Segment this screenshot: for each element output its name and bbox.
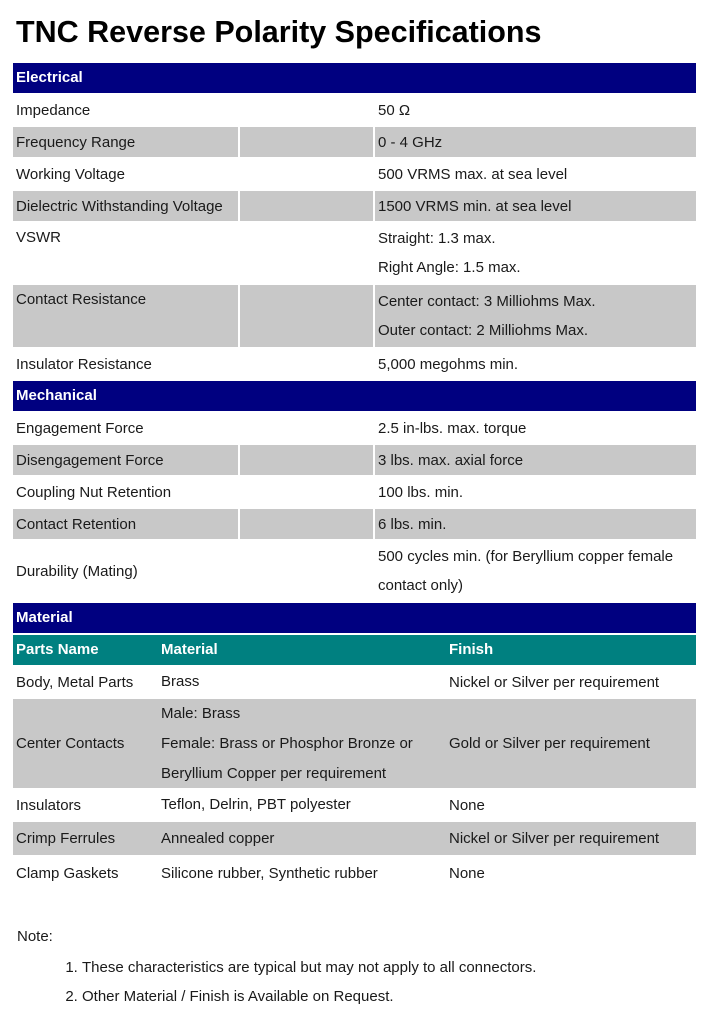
electrical-rows xyxy=(13,95,696,379)
material-finish: None xyxy=(449,796,485,814)
spec-name: Contact Resistance xyxy=(13,285,238,347)
spec-name: Insulator Resistance xyxy=(16,355,152,373)
spec-value xyxy=(375,285,696,347)
spec-row xyxy=(13,477,696,507)
material-rows xyxy=(13,667,696,890)
spec-value-line: 0 - 4 GHz xyxy=(378,133,443,151)
section-heading-mechanical: Mechanical xyxy=(13,381,696,411)
spec-value xyxy=(375,349,696,379)
note-item: 1. These characteristics are typical but may not apply to all connectors. xyxy=(82,953,536,982)
spec-name: Impedance xyxy=(16,101,91,119)
page-title: TNC Reverse Polarity Specifications xyxy=(16,15,542,49)
spec-spacer xyxy=(240,477,373,507)
material-material xyxy=(158,822,446,855)
spec-value-line: 5,000 megohms min. xyxy=(378,355,519,373)
spec-value xyxy=(375,127,696,157)
spec-value xyxy=(375,191,696,221)
spec-value-line: 500 cycles min. (for Beryllium copper female xyxy=(378,548,674,565)
note-label: Note: xyxy=(17,928,53,945)
spec-value xyxy=(375,159,696,189)
spec-value-line: 50 Ω xyxy=(378,101,411,119)
spec-row xyxy=(13,413,696,443)
spec-row xyxy=(13,509,696,539)
material-part: Insulators xyxy=(16,796,82,814)
material-material xyxy=(158,667,446,697)
material-finish: Nickel or Silver per requirement xyxy=(449,673,660,691)
spec-value-line: 6 lbs. min. xyxy=(378,515,447,533)
spec-row xyxy=(13,445,696,475)
spec-row xyxy=(13,95,696,125)
spec-value xyxy=(375,223,696,283)
material-row xyxy=(13,790,696,820)
material-row xyxy=(13,667,696,697)
material-row xyxy=(13,699,696,788)
note-list xyxy=(17,953,536,1011)
spec-value-line: Outer contact: 2 Milliohms Max. xyxy=(378,322,589,339)
material-finish: Nickel or Silver per requirement xyxy=(449,830,660,847)
material-line: Beryllium Copper per requirement xyxy=(161,764,387,782)
notes xyxy=(17,928,536,1011)
spec-name: Dielectric Withstanding Voltage xyxy=(13,191,238,221)
spec-value xyxy=(375,445,696,475)
spec-value xyxy=(375,413,696,443)
spec-value-line: 3 lbs. max. axial force xyxy=(378,451,524,469)
spec-name: Coupling Nut Retention xyxy=(16,483,172,501)
material-part: Body, Metal Parts xyxy=(16,673,134,691)
spec-name: Disengagement Force xyxy=(13,445,238,475)
material-line: Brass xyxy=(161,673,200,690)
material-finish: None xyxy=(449,865,485,882)
spec-value-line: 500 VRMS max. at sea level xyxy=(378,165,568,183)
spec-value xyxy=(375,95,696,125)
spec-row xyxy=(13,285,696,347)
spec-value xyxy=(375,541,696,601)
material-material xyxy=(158,699,446,788)
spec-value-line: Right Angle: 1.5 max. xyxy=(378,259,521,276)
material-line: Annealed copper xyxy=(161,829,275,847)
material-line: Male: Brass xyxy=(161,704,241,722)
spec-name: Frequency Range xyxy=(13,127,238,157)
spec-value xyxy=(375,509,696,539)
mechanical-rows xyxy=(13,413,696,601)
spec-name: Working Voltage xyxy=(16,165,125,183)
material-line: Female: Brass or Phosphor Bronze or xyxy=(161,734,413,752)
material-finish: Gold or Silver per requirement xyxy=(449,735,650,752)
spec-row xyxy=(13,191,696,221)
material-row xyxy=(13,822,696,855)
spec-table xyxy=(13,63,696,892)
spec-value-line: Straight: 1.3 max. xyxy=(378,230,496,247)
spec-name: VSWR xyxy=(16,229,61,246)
spec-value-line: 100 lbs. min. xyxy=(378,483,464,501)
spec-spacer xyxy=(240,349,373,379)
material-header-row xyxy=(13,635,696,665)
spec-row xyxy=(13,223,696,283)
material-material xyxy=(158,790,446,820)
spec-value-line: 1500 VRMS min. at sea level xyxy=(378,197,572,215)
material-material xyxy=(158,857,446,890)
spec-spacer xyxy=(240,285,373,347)
spec-spacer xyxy=(240,541,373,601)
material-row xyxy=(13,857,696,890)
material-line: Teflon, Delrin, PBT polyester xyxy=(161,796,351,813)
column-header-material: Material xyxy=(161,641,218,658)
spec-row xyxy=(13,127,696,157)
spec-spacer xyxy=(240,445,373,475)
material-part: Clamp Gaskets xyxy=(16,865,119,882)
spec-row xyxy=(13,349,696,379)
spec-name: Durability (Mating) xyxy=(16,562,138,580)
spec-name: Engagement Force xyxy=(16,419,144,437)
column-header-finish: Finish xyxy=(449,641,494,658)
material-part: Center Contacts xyxy=(16,735,125,752)
spec-spacer xyxy=(240,159,373,189)
spec-spacer xyxy=(240,95,373,125)
spec-spacer xyxy=(240,223,373,283)
spec-row xyxy=(13,541,696,601)
spec-name: Contact Retention xyxy=(13,509,238,539)
spec-value-line: contact only) xyxy=(378,577,464,594)
spec-value-line: Center contact: 3 Milliohms Max. xyxy=(378,293,596,310)
spec-spacer xyxy=(240,127,373,157)
column-header-parts-name: Parts Name xyxy=(16,641,99,658)
spec-spacer xyxy=(240,413,373,443)
spec-row xyxy=(13,159,696,189)
spec-spacer xyxy=(240,191,373,221)
section-heading-material: Material xyxy=(13,603,696,633)
section-heading-electrical: Electrical xyxy=(13,63,696,93)
material-line: Silicone rubber, Synthetic rubber xyxy=(161,864,378,882)
spec-value-line: 2.5 in-lbs. max. torque xyxy=(378,419,527,437)
spec-spacer xyxy=(240,509,373,539)
spec-value xyxy=(375,477,696,507)
note-item: 2. Other Material / Finish is Available on Request. xyxy=(82,982,536,1011)
material-part: Crimp Ferrules xyxy=(16,830,116,847)
